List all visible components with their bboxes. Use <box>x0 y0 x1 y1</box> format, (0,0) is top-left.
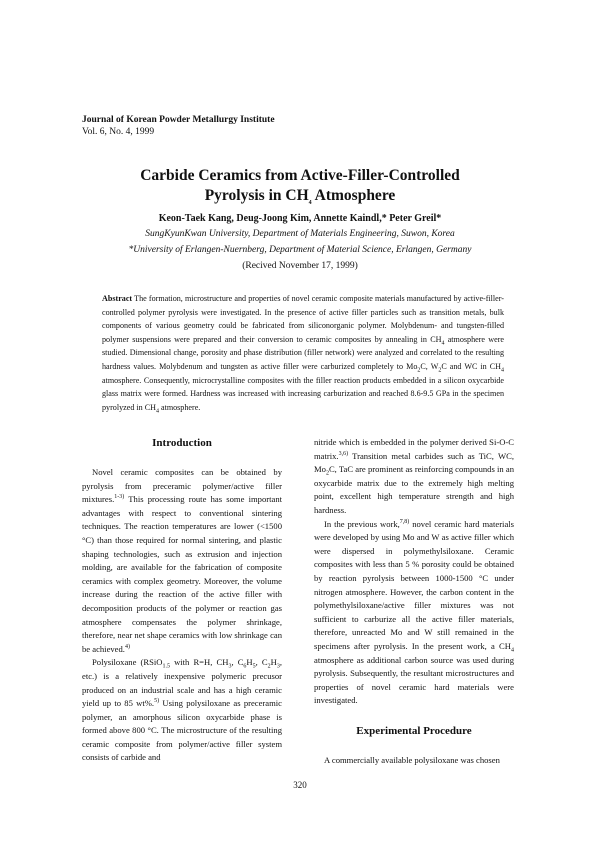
body-text: , C <box>255 657 268 668</box>
abstract-text: The formation, microstructure and properties of novel ceramic composite materials manufactured by active-filler-controlled polymer pyrolysis were investigated. In the presence of active filler particles such as transition metals, bulk components of various geometry could be fabricated from siliconorganic polymer. Molybdenum- and tungsten-filled polymer suspensions were prepared and their conversion to ceramic composites by annealing in CH <box>102 294 504 344</box>
body-text: Novel ceramic composites can be obtained by pyrolysis from preceramic polymer/active filler mixtures. <box>82 467 282 505</box>
body-text: Transition metal carbides such as TiC, WC, Mo <box>314 450 514 475</box>
experimental-paragraph-1: A commercially available polysiloxane was chosen <box>324 754 500 765</box>
body-text: , C <box>231 657 244 668</box>
title-text: Pyrolysis in CH <box>204 187 309 204</box>
subscript: 5 <box>252 664 256 671</box>
journal-name: Journal of Korean Powder Metallurgy Institute <box>82 115 275 125</box>
author-list: Keon-Taek Kang, Deug-Joong Kim, Annette Kaindl,* Peter Greil* <box>158 213 442 224</box>
citation: 4) <box>124 643 130 650</box>
body-text: This processing route has some important advantages with respect to conventional sintering techniques. The reaction temperatures are lower (<1500 °C) than those required for normal sintering, and plastic shaping technologies, such as extrusion and injection molding, are available for the fabrication of composite ceramics with complex geometry. Moreover, the volume increase during the reaction of the active filler with decomposition products of the polymer or reaction gas atmosphere compensates the polymer shrinkage, therefore, near net shape ceramics with low shrinkage can be achieved. <box>82 494 282 654</box>
abstract-text: atmosphere. <box>158 402 201 412</box>
citation: 5) <box>154 698 160 705</box>
subscript: 6 <box>243 664 247 671</box>
body-text: In the previous work, <box>324 518 400 529</box>
title-text: Atmosphere <box>311 187 396 204</box>
title-line-1: Carbide Ceramics from Active-Filler-Controlled <box>140 167 460 184</box>
intro-paragraph-3 <box>314 518 514 708</box>
subscript: 4 <box>441 340 445 347</box>
abstract-text: C, W <box>420 361 439 371</box>
body-text: , etc.) is a relatively inexpensive polymeric precusor produced on an industrial scale and has a high ceramic yield up to 85 wt%. <box>82 657 282 709</box>
affiliation-1: SungKyunKwan University, Department of Materials Engineering, Suwon, Korea <box>145 229 455 239</box>
subscript: 2 <box>325 470 329 477</box>
body-text: H <box>270 657 277 668</box>
journal-volume: Vol. 6, No. 4, 1999 <box>82 127 155 137</box>
body-text: novel ceramic hard materials were developed by using Mo and W as active filler which were dispersed in polymethylsiloxane. Ceramic composites with less than 5 % porosity could be obtained by reaction pyrolysis between 1000-1500 °C under nitrogen atmosphere. However, the carbon content in the polymethylsiloxane/active filler mixtures was not sufficient to carburize all the active filler materials, therefore, unreacted Mo and W still remained in the specimens after pyrolysis. In the present work, a CH <box>314 518 514 651</box>
subscript: 4 <box>511 647 514 654</box>
intro-paragraph-1 <box>82 466 282 656</box>
body-text: Polysiloxane (RSiO <box>92 657 163 668</box>
journal-header <box>82 114 275 138</box>
title-line-2 <box>0 186 600 206</box>
title-subscript: 4 <box>308 200 312 207</box>
intro-paragraph-2 <box>82 656 282 765</box>
body-text: atmosphere as additional carbon source was used during pyrolysis. Subsequently, the resultant microstructures and properties of novel ceramic hard materials were investigated. <box>314 654 514 706</box>
citation: 1-3) <box>114 494 125 501</box>
subscript: 2 <box>438 367 442 374</box>
affiliation-2: *University of Erlangen-Nuernberg, Department of Material Science, Erlangen, Germany <box>128 245 472 255</box>
right-column <box>314 436 514 767</box>
received-date: (Recived November 17, 1999) <box>242 261 358 271</box>
body-text: Using polysiloxane as preceramic polymer, an amorphous silicon oxycarbide phase is formed above 800 °C. The microstructure of the resulting ceramic composite from polymer/active filler system consists of carbide and <box>82 698 282 763</box>
section-heading-experimental: Experimental Procedure <box>356 724 472 737</box>
abstract <box>102 292 504 414</box>
subscript: 3 <box>228 664 232 671</box>
page-number: 320 <box>293 780 307 790</box>
intro-paragraph-continued <box>314 436 514 518</box>
body-text: C, TaC are prominent as reinforcing compounds in an oxycarbide matrix due to the extremely high melting point, excellent high temperature strength and high hardness. <box>314 464 514 515</box>
body-text: H <box>246 657 253 668</box>
subscript: 3 <box>276 664 280 671</box>
abstract-text: atmosphere were studied. Dimensional change, porosity and phase distribution (filler network) were analyzed and correlated to the resulting hardness values. Molybdenum and tungsten as active filler were carburized completely to Mo <box>102 334 504 371</box>
left-column <box>82 436 282 765</box>
citation: 3,6) <box>338 450 349 457</box>
body-text: nitride which is embedded in the polymer derived Si-O-C matrix. <box>314 437 514 461</box>
abstract-text: atmosphere. Consequently, microcrystalline composites with the filler reaction products embedded in a silicon oxycarbide glass matrix were formed. Hardness was increased with increasing carburization and reached 8.6-9.5 GPa in the specimen pyrolyzed in CH <box>102 375 504 412</box>
subscript: 4 <box>155 408 159 415</box>
abstract-label: Abstract <box>102 294 133 303</box>
subscript: 1.5 <box>162 664 170 671</box>
subscript: 2 <box>417 367 421 374</box>
section-heading-introduction: Introduction <box>152 437 212 449</box>
paper-title <box>0 166 600 206</box>
abstract-text: C and WC in CH <box>441 361 501 371</box>
body-text: with R=H, CH <box>169 657 229 668</box>
subscript: 4 <box>501 367 504 374</box>
subscript: 2 <box>267 664 271 671</box>
citation: 7,8) <box>399 518 410 525</box>
